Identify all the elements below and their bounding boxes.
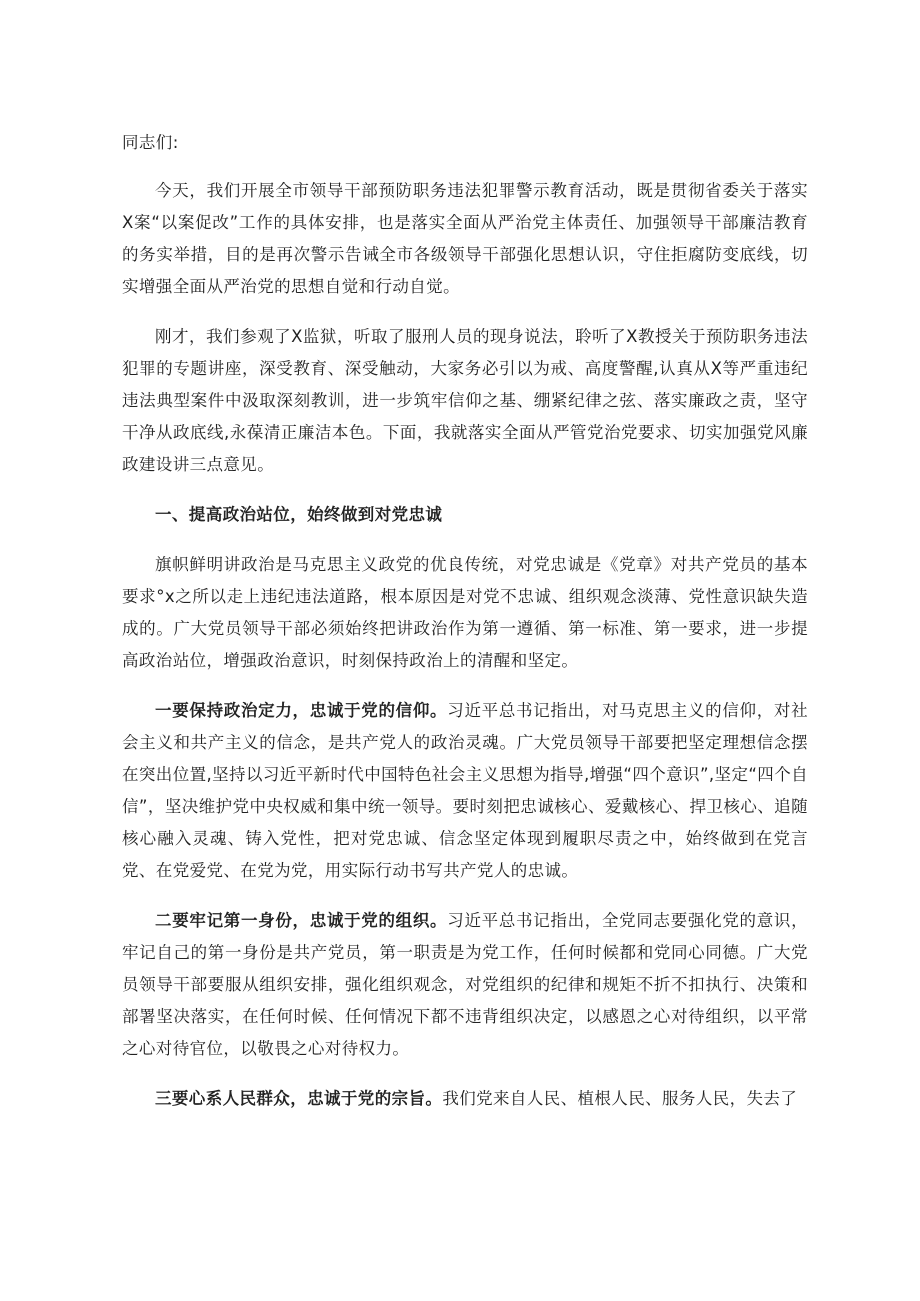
point-3-lead: 三要心系人民群众，忠诚于党的宗旨。 xyxy=(155,1089,443,1108)
point-1-lead: 一要保持政治定力，忠诚于党的信仰。 xyxy=(155,701,448,720)
point-3-body: 我们党来自人民、植根人民、服务人民，失去了 xyxy=(442,1089,798,1108)
greeting: 同志们: xyxy=(122,133,179,152)
point-2-lead: 二要牢记第一身份，忠诚于党的组织。 xyxy=(155,911,448,930)
point-1-paragraph xyxy=(122,695,808,887)
section-1-paragraph: 旗帜鲜明讲政治是马克思主义政党的优良传统，对党忠诚是《党章》对共产党员的基本要求°x之所以走上违纪违法道路，根本原因是对党不忠诚、组织观念淡薄、党性意识缺失造成的。广大党员领导干部必须始终把讲政治作为第一遵循、第一标准、第一要求，进一步提高政治站位，增强政治意识，时刻保持政治上的清醒和坚定。 xyxy=(122,555,808,670)
section-1-heading: 一、提高政治站位，始终做到对党忠诚 xyxy=(155,505,443,524)
point-1-body: 习近平总书记指出，对马克思主义的信仰，对社会主义和共产主义的信念，是共产党人的政治灵魂。广大党员领导干部要把坚定理想信念摆在突出位置,坚持以习近平新时代中国特色社会主义思想为指导,增强“四个意识”,坚定“四个自信”，坚决维护党中央权威和集中统一领导。要时刻把忠诚核心、爱戴核心、捍卫核心、追随核心融入灵魂、铸入党性，把对党忠诚、信念坚定体现到履职尽责之中，始终做到在党言党、在党爱党、在党为党，用实际行动书写共产党人的忠诚。 xyxy=(122,701,808,880)
point-2-body: 习近平总书记指出，全党同志要强化党的意识，牢记自己的第一身份是共产党员，第一职责是为党工作，任何时候都和党同心同德。广大党员领导干部要服从组织安排，强化组织观念，对党组织的纪律和规矩不折不扣执行、决策和部署坚决落实，在任何时候、任何情况下都不违背组织决定，以感恩之心对待组织，以平常之心对待官位，以敬畏之心对待权力。 xyxy=(122,911,808,1058)
point-2-paragraph xyxy=(122,905,808,1065)
point-3-paragraph xyxy=(122,1083,808,1115)
intro-paragraph-1: 今天，我们开展全市领导干部预防职务违法犯罪警示教育活动，既是贯彻省委关于落实X案“以案促改”工作的具体安排，也是落实全面从严治党主体责任、加强领导干部廉洁教育的务实举措，目的是再次警示告诫全市各级领导干部强化思想认识，守住拒腐防变底线，切实增强全面从严治党的思想自觉和行动自觉。 xyxy=(122,181,808,296)
intro-paragraph-2: 刚才，我们参观了X监狱，听取了服刑人员的现身说法，聆听了X教授关于预防职务违法犯罪的专题讲座，深受教育、深受触动，大家务必引以为戒、高度警醒,认真从X等严重违纪违法典型案件中汲取深刻教训，进一步筑牢信仰之基、绷紧纪律之弦、落实廉政之责，坚守干净从政底线,永葆清正廉洁本色。下面，我就落实全面从严管党治党要求、切实加强党风廉政建设讲三点意见。 xyxy=(122,327,808,474)
document-body xyxy=(122,127,808,1115)
